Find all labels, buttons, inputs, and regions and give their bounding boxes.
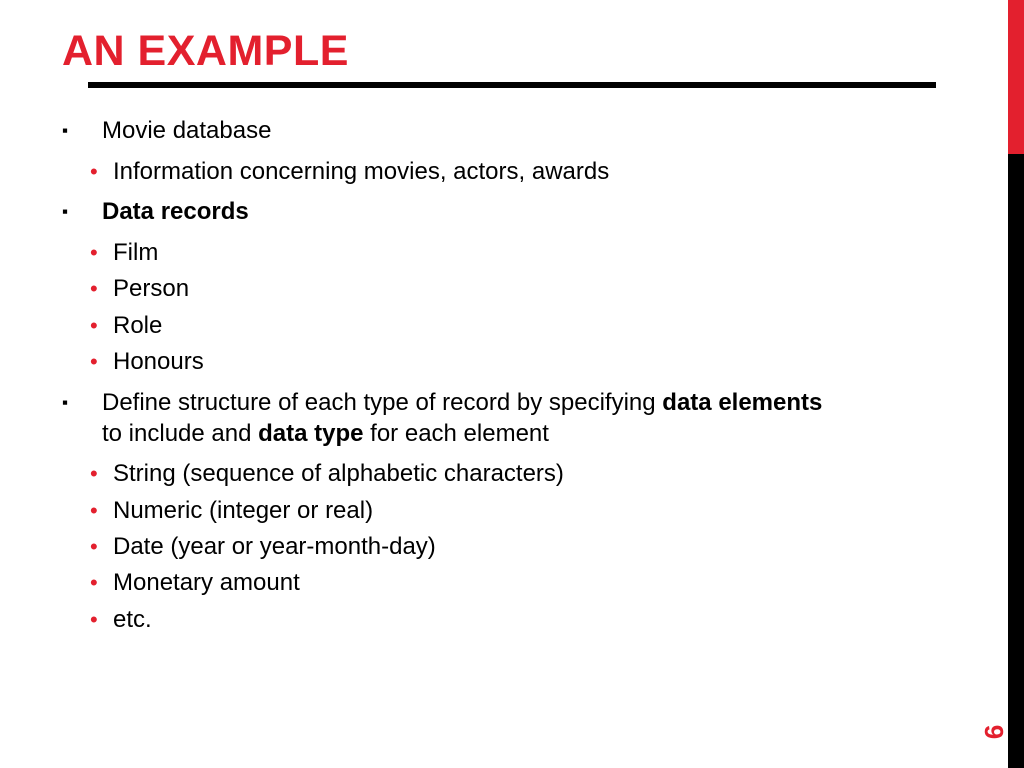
slide-title: AN EXAMPLE — [62, 27, 349, 75]
sub-bullet-text: Role — [113, 312, 163, 339]
bullet-text: Movie database — [102, 117, 272, 144]
dot-bullet-icon: • — [90, 240, 98, 265]
bullet-text — [102, 387, 962, 449]
sub-bullet-text: String (sequence of alphabetic characters) — [113, 460, 564, 487]
dot-bullet-icon: • — [90, 276, 98, 301]
dot-bullet-icon: • — [90, 498, 98, 523]
dot-bullet-icon: • — [90, 607, 98, 632]
sub-bullet-text: Person — [113, 275, 190, 302]
define-text: for each element — [363, 420, 549, 447]
define-text: to include and — [102, 420, 259, 447]
side-accent-bar-black — [1008, 154, 1024, 768]
sub-bullet-text: Monetary amount — [113, 569, 300, 596]
define-bold-text: data type — [258, 420, 364, 447]
define-line-2 — [102, 418, 962, 449]
sub-bullet-text: Information concerning movies, actors, awards — [113, 158, 610, 185]
define-text: Define structure of each type of record by specifying — [102, 389, 663, 416]
square-bullet-icon: ▪ — [62, 121, 69, 140]
slide-number: 9 — [979, 724, 1009, 740]
sub-bullet-text: Honours — [113, 348, 204, 375]
dot-bullet-icon: • — [90, 313, 98, 338]
dot-bullet-icon: • — [90, 534, 98, 559]
define-line-1 — [102, 387, 962, 418]
square-bullet-icon: ▪ — [62, 202, 69, 221]
dot-bullet-icon: • — [90, 570, 98, 595]
bullet-text: Data records — [102, 198, 249, 225]
sub-bullet-text: Numeric (integer or real) — [113, 497, 374, 524]
square-bullet-icon: ▪ — [62, 393, 69, 412]
dot-bullet-icon: • — [90, 461, 98, 486]
dot-bullet-icon: • — [90, 349, 98, 374]
side-accent-bar-red — [1008, 0, 1024, 154]
sub-bullet-text: etc. — [113, 606, 152, 633]
sub-bullet-text: Date (year or year-month-day) — [113, 533, 436, 560]
define-bold-text: data elements — [662, 389, 823, 416]
dot-bullet-icon: • — [90, 159, 98, 184]
sub-bullet-text: Film — [113, 239, 159, 266]
